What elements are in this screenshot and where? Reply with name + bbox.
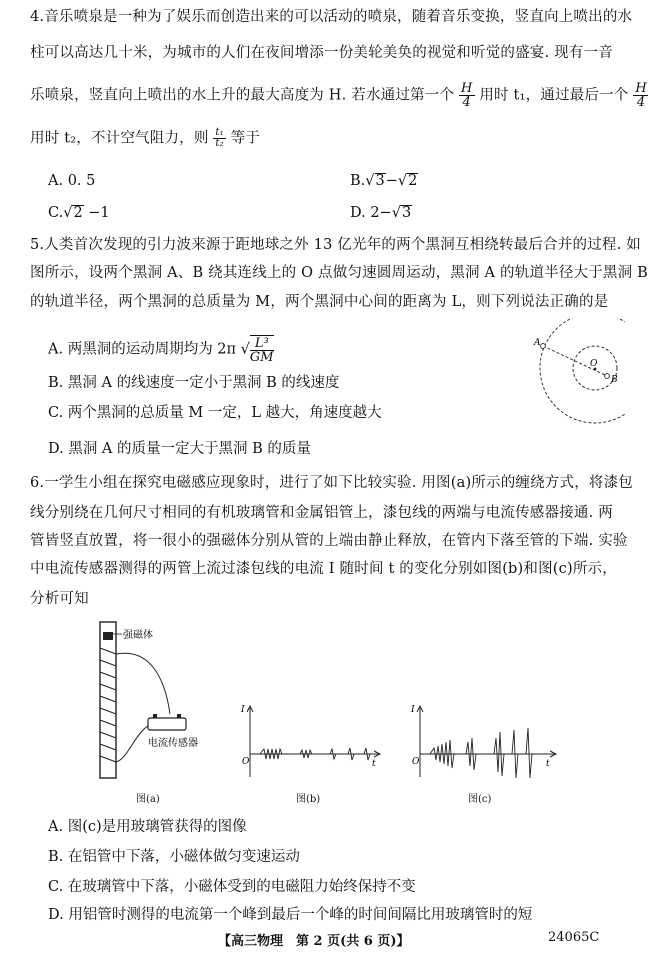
q4-line-4-text-b: 等于 xyxy=(230,130,261,147)
q4-line-3-text-b: 用时 t₁，通过最后一个 xyxy=(479,87,629,104)
page-footer: 【高三物理 第 2 页(共 6 页)】 xyxy=(218,934,410,949)
coil-windings xyxy=(100,648,116,762)
figure-c-current-graph xyxy=(410,702,560,782)
q4-line-4 xyxy=(30,128,630,149)
q6-option-a: A. 图(c)是用玻璃管获得的图像 xyxy=(48,819,247,835)
q5-line-1: 5.人类首次发现的引力波来源于距地球之外 13 亿光年的两个黑洞互相绕转最后合并的过程. 如 xyxy=(30,237,641,253)
label-a: A xyxy=(534,338,541,348)
q6-line-1: 6.一学生小组在探究电磁感应现象时，进行了如下比较实验. 用图(a)所示的缠绕方式，将漆包 xyxy=(30,475,634,491)
q6-option-d: D. 用铝管时测得的电流第一个峰到最后一个峰的时间间隔比用玻璃管时的短 xyxy=(48,907,533,923)
paper-code: 24065C xyxy=(548,930,600,945)
axis-i-label: I xyxy=(241,705,245,715)
q6-line-4: 中电流传感器测得的两管上流过漆包线的电流 I 随时间 t 的变化分别如图(b)和图(c)所示， xyxy=(30,561,617,577)
q4-option-a: A. 0. 5 xyxy=(48,173,96,189)
caption-figure-c: 图(c) xyxy=(468,794,492,805)
label-o: O xyxy=(590,359,598,369)
q6-option-c: C. 在玻璃管中下落，小磁体受到的电磁阻力始终保持不变 xyxy=(48,879,416,895)
wire-1 xyxy=(116,653,170,714)
sqrt-l3-over-gm: √ $\frac{\text{L³}}{GM}$ xyxy=(240,336,274,365)
q5-option-c: C. 两个黑洞的总质量 M 一定，L 越大，角速度越大 xyxy=(48,405,382,421)
fraction-h-over-4-first: $\frac{H}{4}$ xyxy=(460,81,473,110)
fraction-t1-over-t2: $\frac{\text{t₁}}{\text{t₂}}$ xyxy=(215,127,224,149)
q5-line-3: 的轨道半径，两个黑洞的总质量为 M，两个黑洞中心间的距离为 L，则下列说法正确的是 xyxy=(30,294,609,310)
q6-line-5: 分析可知 xyxy=(30,591,89,607)
q6-line-2: 线分别绕在几何尺寸相同的有机玻璃管和金属铝管上，漆包线的两端与电流传感器接通. 两 xyxy=(30,505,613,521)
strong-magnet xyxy=(103,632,113,640)
label-b: B xyxy=(611,375,618,385)
fraction-h-over-4-last: $\frac{H}{4}$ xyxy=(635,81,647,110)
origin-label: O xyxy=(242,757,250,767)
q6-line-3: 管皆竖直放置，将一很小的强磁体分别从管的上端由静止释放，在管内下落至管的下端. 实验 xyxy=(30,533,628,549)
q5-option-d: D. 黑洞 A 的质量一定大于黑洞 B 的质量 xyxy=(48,441,311,457)
black-hole-orbit-figure xyxy=(525,318,625,428)
q4-option-d: D. 2−√3 xyxy=(350,205,412,221)
signal-c xyxy=(430,728,532,778)
black-hole-b xyxy=(605,374,610,379)
caption-figure-a: 图(a) xyxy=(136,794,160,805)
q4-line-2: 柱可以高达几十米，为城市的人们在夜间增添一份美轮美奂的视觉和听觉的盛宴. 现有一音 xyxy=(30,45,613,61)
figure-a-coil-setup xyxy=(90,618,225,783)
q4-line-1: 4.音乐喷泉是一种为了娱乐而创造出来的可以活动的喷泉，随着音乐变换，竖直向上喷出的水 xyxy=(30,9,633,25)
sensor-label: 电流传感器 xyxy=(148,738,198,749)
orbit-a-circle xyxy=(540,318,625,423)
axis-t-label-c: t xyxy=(546,759,550,769)
origin-label-c: O xyxy=(412,757,420,767)
q4-line-3-text: 乐喷泉，竖直向上喷出的水上升的最大高度为 H. 若水通过第一个 xyxy=(30,87,455,104)
q5-option-a: A. 两黑洞的运动周期均为 2π √ $\frac{\text{L³}}{GM}$ xyxy=(48,336,274,365)
axis-i-label-c: I xyxy=(411,705,415,715)
axis-t-label: t xyxy=(372,759,376,769)
black-hole-a xyxy=(541,344,546,349)
q4-line-3 xyxy=(30,81,647,110)
q6-option-b: B. 在铝管中下落，小磁体做匀变速运动 xyxy=(48,849,300,865)
q5-line-2: 图所示，设两个黑洞 A、B 绕其连线上的 O 点做匀速圆周运动，黑洞 A 的轨道半径大于黑洞 B xyxy=(30,265,648,281)
current-sensor xyxy=(148,718,186,730)
q4-option-c: C.√2 −1 xyxy=(48,205,110,221)
q5-option-b: B. 黑洞 A 的线速度一定小于黑洞 B 的线速度 xyxy=(48,375,340,391)
magnet-label: 强磁体 xyxy=(123,630,153,641)
figure-b-current-graph xyxy=(240,702,385,782)
q4-line-4-text: 用时 t₂，不计空气阻力，则 xyxy=(30,130,209,147)
caption-figure-b: 图(b) xyxy=(296,794,321,805)
q4-option-b: B.√3−√2 xyxy=(350,173,418,189)
tube xyxy=(100,622,116,778)
